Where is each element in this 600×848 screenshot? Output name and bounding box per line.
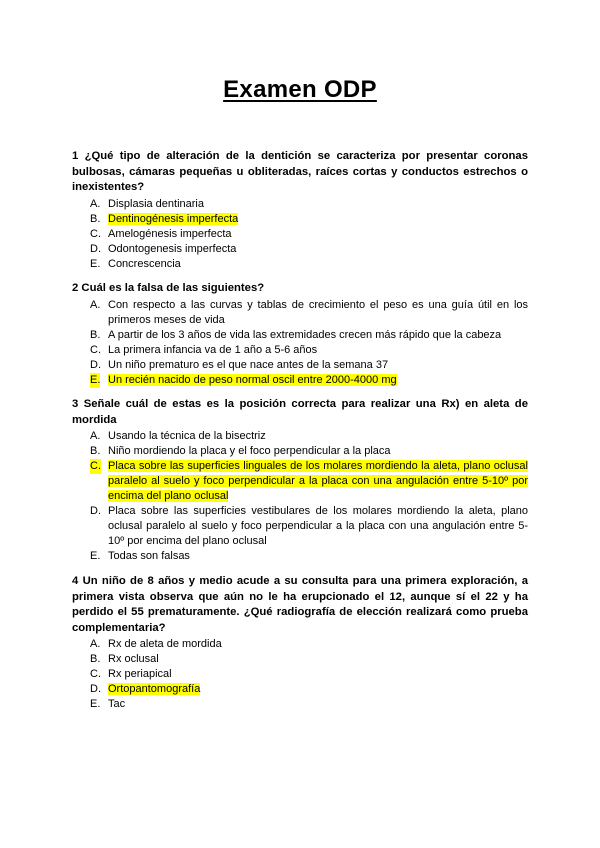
option-c [72, 343, 528, 358]
option-a [72, 637, 528, 652]
option-text: Rx periapical [108, 668, 172, 680]
option-text: Rx de aleta de mordida [108, 638, 222, 650]
option-text: A partir de los 3 años de vida las extremidades crecen más rápido que la cabeza [108, 328, 502, 341]
option-text: Placa sobre las superficies vestibulares de los molares mordiendo la aleta, plano oclusal paralelo al suelo y foco perpendicular a la placa con una angulación entre 5-10º por encima del plano oclusal [108, 505, 528, 547]
option-letter: B. [90, 328, 101, 341]
option-a [72, 298, 528, 328]
option-text-highlighted: Ortopantomografía [108, 683, 201, 695]
option-b [72, 652, 528, 667]
option-list [72, 429, 528, 564]
option-letter: E. [90, 257, 101, 270]
option-text: Con respecto a las curvas y tablas de crecimiento el peso es una guía útil en los primeros meses de vida [108, 298, 528, 326]
option-text: Amelogénesis imperfecta [108, 227, 232, 240]
option-letter: D. [90, 505, 101, 517]
question-text: 1 ¿Qué tipo de alteración de la dentición se caracteriza por presentar coronas bulbosas, cámaras pequeñas u obliteradas, raíces cortas y conductos estrechos o inexistentes? [72, 150, 528, 193]
page-title: Examen ODP [223, 76, 377, 103]
option-e [72, 697, 528, 712]
option-list [72, 197, 528, 272]
option-text: Usando la técnica de la bisectriz [108, 430, 266, 442]
option-b [72, 444, 528, 459]
option-list [72, 298, 528, 388]
option-letter: E. [90, 550, 101, 562]
option-e [72, 549, 528, 564]
option-letter: B. [90, 445, 101, 457]
option-text: Niño mordiendo la placa y el foco perpendicular a la placa [108, 445, 391, 457]
option-text: Todas son falsas [108, 550, 190, 562]
option-text: Displasia dentinaria [108, 197, 204, 210]
option-letter: B. [90, 212, 101, 225]
option-c [72, 459, 528, 504]
option-text-highlighted: Un recién nacido de peso normal oscil entre 2000-4000 mg [108, 373, 397, 386]
option-letter: D. [90, 683, 101, 695]
option-letter: C. [90, 460, 101, 472]
option-a [72, 429, 528, 444]
option-letter: E. [90, 698, 101, 710]
option-d [72, 682, 528, 697]
question-4 [72, 574, 528, 712]
option-list [72, 637, 528, 712]
option-text: Concrescencia [108, 257, 181, 270]
option-e [72, 373, 528, 388]
option-e [72, 257, 528, 272]
question-2 [72, 281, 528, 388]
option-text-highlighted: Placa sobre las superficies linguales de los molares mordiendo la aleta, plano oclusal paralelo al suelo y foco perpendicular a la placa con una angulación entre 5-10º por encima del plano oclusal [108, 460, 528, 502]
option-text: Odontogenesis imperfecta [108, 242, 237, 255]
option-letter: B. [90, 653, 101, 665]
option-letter: A. [90, 430, 101, 442]
option-b [72, 212, 528, 227]
option-text: Rx oclusal [108, 653, 159, 665]
option-letter: C. [90, 227, 101, 240]
option-c [72, 667, 528, 682]
option-text-highlighted: Dentinogénesis imperfecta [108, 212, 239, 225]
question-3 [72, 397, 528, 564]
option-letter: D. [90, 242, 101, 255]
question-text: 4 Un niño de 8 años y medio acude a su consulta para una primera exploración, a primera vista observa que aún no le ha erupcionado el 12, aunque sí el 22 y ha perdido el 55 prematuramente. ¿Qué radiografía de elección realizará como prueba complementaria? [72, 575, 528, 634]
option-letter: E. [90, 373, 101, 386]
option-d [72, 242, 528, 257]
question-text: 2 Cuál es la falsa de las siguientes? [72, 282, 265, 294]
option-d [72, 358, 528, 373]
option-b [72, 328, 528, 343]
option-letter: C. [90, 343, 101, 356]
option-c [72, 227, 528, 242]
option-letter: C. [90, 668, 101, 680]
option-text: Un niño prematuro es el que nace antes de la semana 37 [108, 358, 389, 371]
question-text: 3 Señale cuál de estas es la posición correcta para realizar una Rx) en aleta de mordida [72, 398, 528, 426]
option-text: La primera infancia va de 1 año a 5-6 años [108, 343, 318, 356]
option-letter: A. [90, 298, 101, 311]
option-text: Tac [108, 698, 126, 710]
option-letter: A. [90, 638, 101, 650]
option-d [72, 504, 528, 549]
option-letter: D. [90, 358, 101, 371]
option-letter: A. [90, 197, 101, 210]
option-a [72, 197, 528, 212]
question-1 [72, 149, 528, 272]
